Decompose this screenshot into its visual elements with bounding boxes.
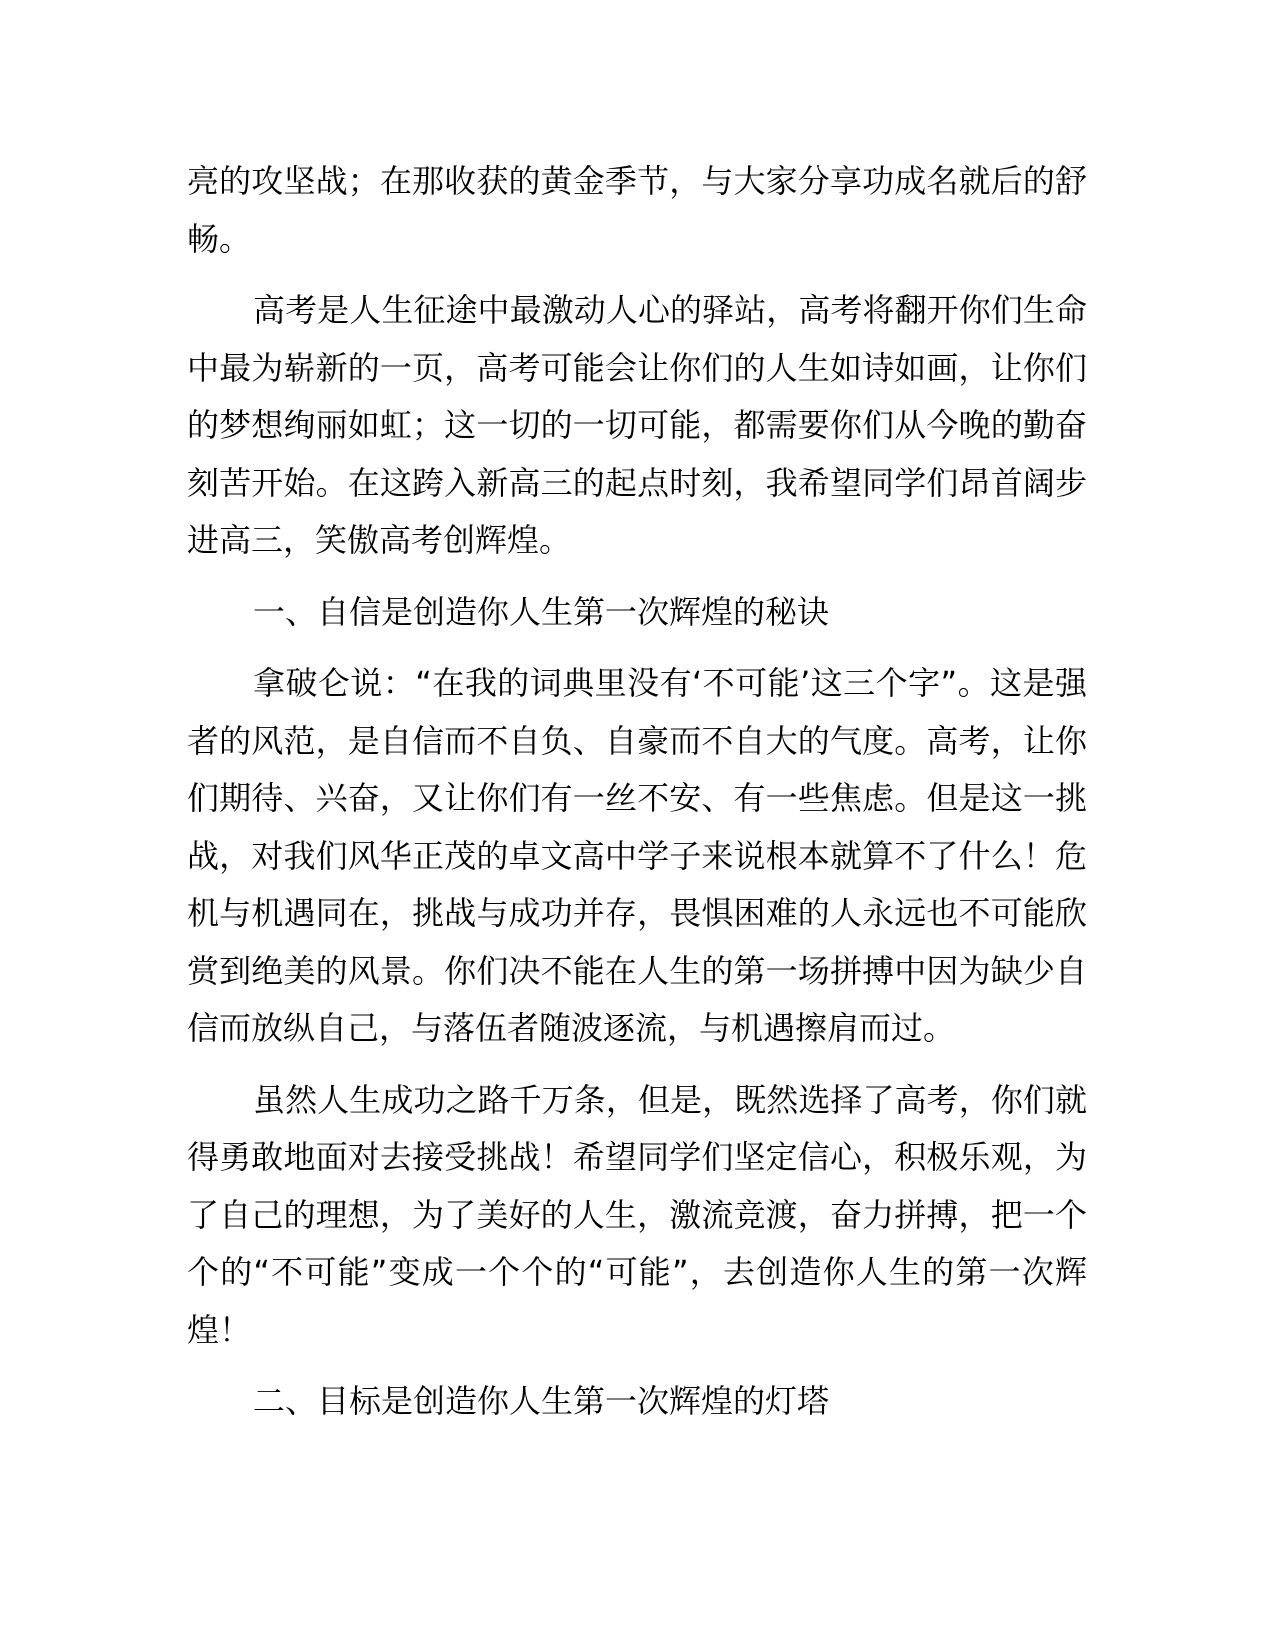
paragraph-accept-challenge: 虽然人生成功之路千万条，但是，既然选择了高考，你们就得勇敢地面对去接受挑战！希望同学们坚定信心，积极乐观，为了自己的理想，为了美好的人生，激流竞渡，奋力拼搏，把一个个的“不可能”变成一个个的“可能”，去创造你人生的第一次辉煌！ bbox=[187, 1080, 1087, 1349]
section-heading-goal: 二、目标是创造你人生第一次辉煌的灯塔 bbox=[253, 1382, 830, 1420]
paragraph-napoleon-quote: 拿破仑说：“在我的词典里没有‘不可能’这三个字”。这是强者的风范，是自信而不自负、自豪而不自大的气度。高考，让你们期待、兴奋，又让你们有一丝不安、有一些焦虑。但是这一挑战，对我们风华正茂的卓文高中学子来说根本就算不了什么！危机与机遇同在，挑战与成功并存，畏惧困难的人永远也不可能欣赏到绝美的风景。你们决不能在人生的第一场拼搏中因为缺少自信而放纵自己，与落伍者随波逐流，与机遇擦肩而过。 bbox=[187, 664, 1087, 1047]
document-body bbox=[187, 153, 1087, 1445]
paragraph-continuation: 亮的攻坚战；在那收获的黄金季节，与大家分享功成名就后的舒畅。 bbox=[187, 162, 1087, 258]
paragraph-gaokao-intro: 高考是人生征途中最激动人心的驿站，高考将翻开你们生命中最为崭新的一页，高考可能会让你们的人生如诗如画，让你们的梦想绚丽如虹；这一切的一切可能，都需要你们从今晚的勤奋刻苦开始。在这跨入新高三的起点时刻，我希望同学们昂首阔步进高三，笑傲高考创辉煌。 bbox=[187, 291, 1087, 559]
section-heading-confidence: 一、自信是创造你人生第一次辉煌的秘诀 bbox=[253, 592, 830, 631]
